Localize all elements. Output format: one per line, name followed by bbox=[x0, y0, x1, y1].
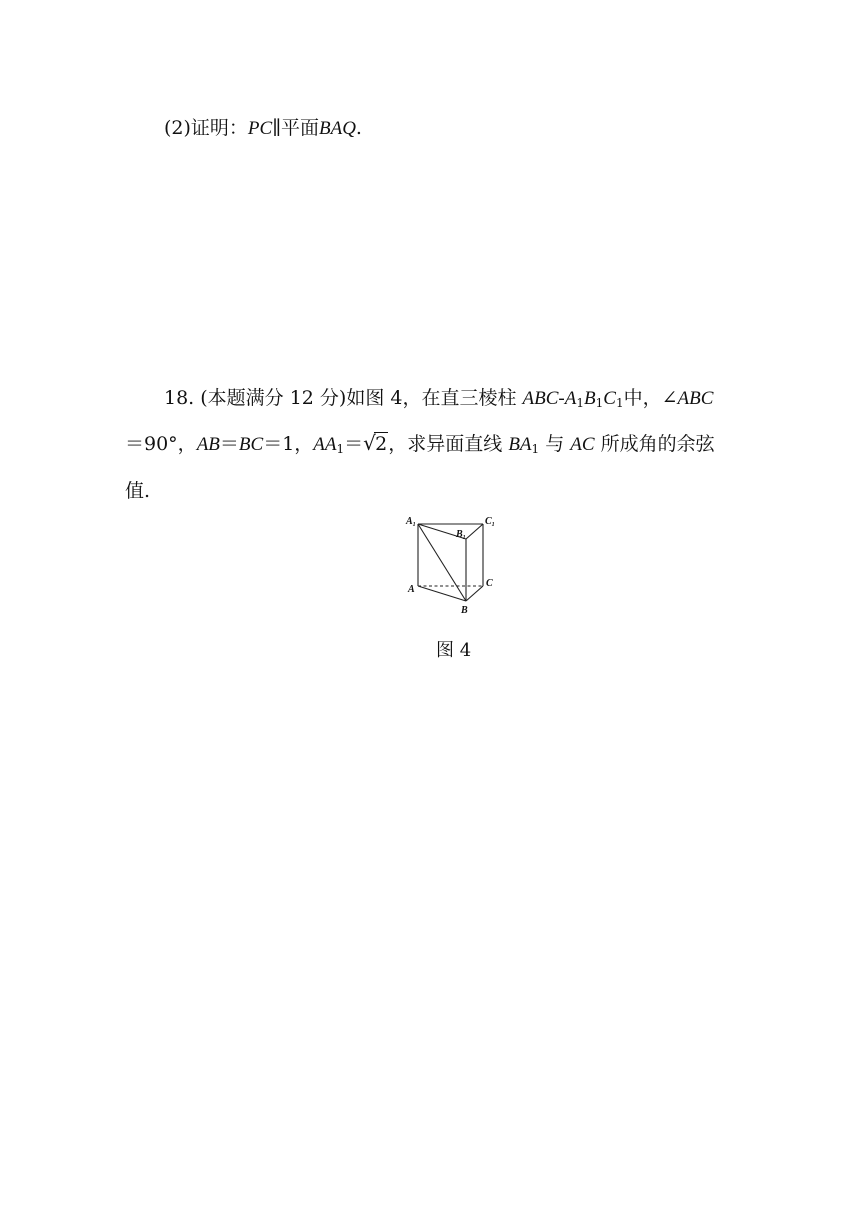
part2-baq: BAQ bbox=[318, 118, 356, 139]
label-b1: $B_1$ bbox=[456, 529, 466, 541]
edge-b1-c1 bbox=[466, 524, 483, 539]
label-a1: $A_1$ bbox=[406, 516, 416, 528]
label-a: A bbox=[408, 584, 415, 595]
q18-bc: BC bbox=[238, 434, 264, 455]
q18-line-2 bbox=[125, 431, 715, 456]
part2-end: . bbox=[355, 117, 362, 139]
radical-icon: √ bbox=[363, 431, 376, 455]
q18-line2-a: ＝90°， bbox=[125, 433, 197, 455]
label-c: C bbox=[486, 578, 493, 589]
part2-pc: PC bbox=[247, 118, 273, 139]
sqrt-two bbox=[363, 431, 388, 455]
q18-abc: ABC bbox=[677, 388, 714, 409]
q18-b: B bbox=[584, 388, 596, 409]
q18-eq1: ＝ bbox=[219, 433, 239, 455]
q18-text-3: ，求异面直线 bbox=[388, 433, 503, 455]
q18-prism: ABC-A bbox=[522, 388, 577, 409]
q18-eq2: ＝1， bbox=[263, 433, 314, 455]
q18-ac: AC bbox=[570, 434, 595, 455]
q18-ab: AB bbox=[196, 434, 220, 455]
q18-sub-5: 1 bbox=[531, 442, 540, 456]
q18-text-4: 与 bbox=[545, 433, 565, 455]
figure-caption: 图 4 bbox=[436, 640, 472, 661]
prism-figure bbox=[400, 512, 510, 618]
q18-line3: 值. bbox=[125, 480, 151, 502]
label-c1: $C_1$ bbox=[485, 516, 495, 528]
q18-points: (本题满分 12 分) bbox=[200, 387, 347, 409]
q18-text-1: 如图 4，在直三棱柱 bbox=[346, 387, 517, 409]
q18-line-1 bbox=[164, 389, 713, 409]
q18-sub-1: 1 bbox=[576, 396, 585, 410]
part2-line bbox=[164, 119, 362, 138]
part2-rel: ∥平面 bbox=[272, 117, 319, 139]
q18-ba: BA bbox=[508, 434, 532, 455]
q18-text-5: 所成角的余弦 bbox=[600, 433, 715, 455]
edge-a-b bbox=[418, 586, 466, 601]
q18-number: 18. bbox=[164, 387, 195, 409]
part2-prefix: (2)证明： bbox=[164, 117, 248, 139]
q18-sub-2: 1 bbox=[595, 396, 604, 410]
q18-sub-4: 1 bbox=[336, 442, 345, 456]
edge-b-c bbox=[466, 586, 483, 601]
q18-eq3: ＝ bbox=[344, 433, 364, 455]
q18-sub-3: 1 bbox=[615, 396, 624, 410]
q18-root: 2 bbox=[375, 433, 388, 455]
q18-text-2: 中，∠ bbox=[623, 387, 678, 409]
q18-c: C bbox=[603, 388, 616, 409]
q18-aa: AA bbox=[313, 434, 337, 455]
q18-line-3 bbox=[125, 482, 150, 501]
label-b: B bbox=[461, 605, 468, 616]
